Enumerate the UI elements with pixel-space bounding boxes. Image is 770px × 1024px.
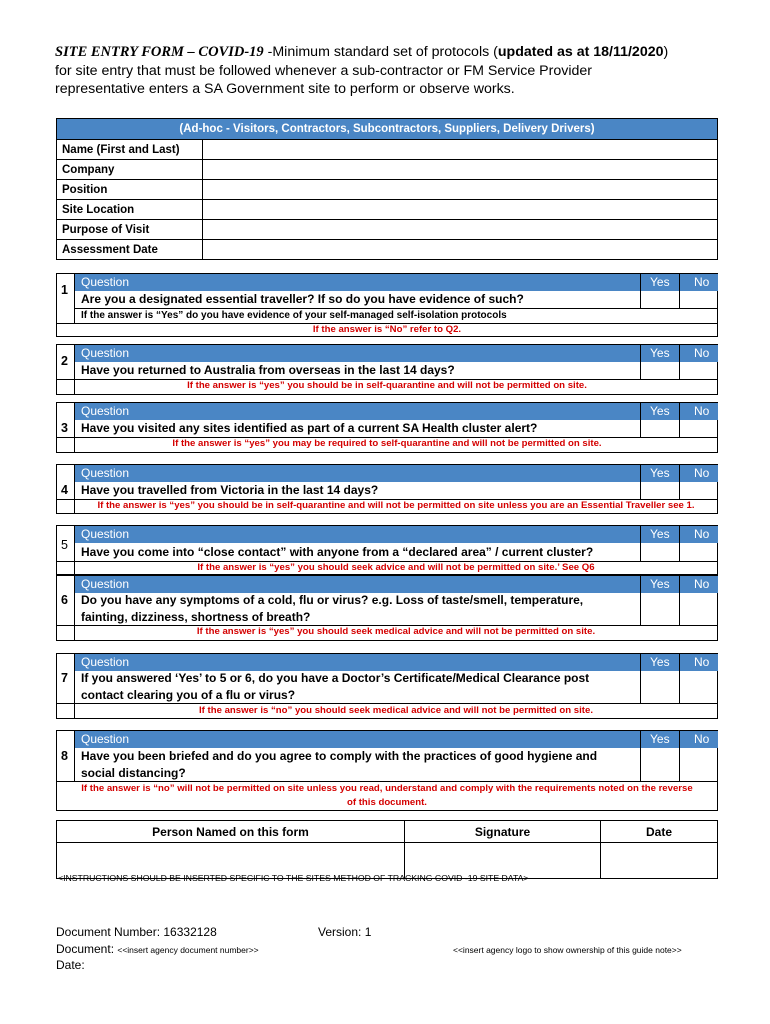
q5-yes-checkbox[interactable] bbox=[641, 544, 678, 560]
sig-col-date: Date bbox=[601, 821, 718, 843]
question-warning: If the answer is “yes” you should be in self-quarantine and will not be permitted on site. bbox=[187, 380, 587, 391]
q4-yes-checkbox[interactable] bbox=[641, 482, 678, 498]
q3-yes-checkbox[interactable] bbox=[641, 420, 678, 436]
question-warning: If the answer is “no” you should seek medical advice and will not be permitted on site. bbox=[199, 705, 593, 716]
q6-yes-checkbox[interactable] bbox=[641, 594, 678, 624]
question-header-bar: Question Yes No bbox=[74, 526, 718, 543]
position-input-cell[interactable] bbox=[203, 180, 718, 200]
question-text: Have you travelled from Victoria in the last 14 days? bbox=[81, 483, 379, 497]
question-text: Have you come into “close contact” with anyone from a “declared area” / current cluster? bbox=[81, 545, 594, 559]
field-label: Position bbox=[57, 180, 203, 200]
q7-yes-checkbox[interactable] bbox=[641, 672, 678, 702]
instructions-note: <INSTRUCTIONS SHOULD BE INSERTED SPECIFIC TO THE SITES METHOD OF TRACKING COVID -19 SITE DATA> bbox=[58, 873, 529, 883]
updated-date: updated as at 18/11/2020 bbox=[497, 44, 664, 60]
version-label: Version: 1 bbox=[318, 925, 372, 939]
sig-col-person: Person Named on this form bbox=[57, 821, 405, 843]
q4-no-checkbox[interactable] bbox=[680, 482, 717, 498]
info-table-header: (Ad-hoc - Visitors, Contractors, Subcontractors, Suppliers, Delivery Drivers) bbox=[57, 119, 718, 140]
date-cell[interactable] bbox=[601, 843, 718, 879]
question-text: Do you have any symptoms of a cold, flu or virus? e.g. Loss of taste/smell, temperature, fainting, dizziness, shortness of breath? bbox=[81, 593, 584, 624]
question-number: 3 bbox=[61, 421, 68, 435]
question-warning: If the answer is “No” refer to Q2. bbox=[312, 324, 462, 335]
site-location-input-cell[interactable] bbox=[203, 200, 718, 220]
question-header-bar: Question Yes No bbox=[74, 576, 718, 593]
company-input-cell[interactable] bbox=[203, 160, 718, 180]
agency-logo-note: <<insert agency logo to show ownership of this guide note>> bbox=[453, 945, 682, 955]
field-label: Assessment Date bbox=[57, 240, 203, 260]
field-label: Site Location bbox=[57, 200, 203, 220]
question-number: 8 bbox=[61, 749, 68, 763]
question-number: 5 bbox=[61, 538, 68, 552]
question-warning: If the answer is “yes” you should be in self-quarantine and will not be permitted on site unless you are an Essential Traveller see 1. bbox=[97, 500, 695, 511]
question-warning: If the answer is “no” will not be permitted on site unless you read, understand and comply with the requirements noted on the reverse bbox=[81, 783, 693, 794]
question-text: Have you been briefed and do you agree to comply with the practices of good hygiene and social distancing? bbox=[81, 749, 598, 780]
question-warning: If the answer is “yes” you may be required to self-quarantine and will not be permitted on site. bbox=[172, 438, 602, 449]
question-warning-cont: of this document. bbox=[347, 797, 427, 808]
question-header-bar: Question Yes No bbox=[74, 731, 718, 748]
sig-col-signature: Signature bbox=[405, 821, 601, 843]
question-text: Are you a designated essential traveller? If so do you have evidence of such? bbox=[81, 292, 524, 306]
purpose-input-cell[interactable] bbox=[203, 220, 718, 240]
name-input-cell[interactable] bbox=[203, 140, 718, 160]
question-warning: If the answer is “yes” you should seek advice and will not be permitted on site.’ See Q6 bbox=[197, 562, 595, 573]
q8-no-checkbox[interactable] bbox=[680, 749, 717, 780]
form-title: SITE ENTRY FORM – COVID-19 -Minimum standard set of protocols (updated as at 18/11/2020) for site entry that must be followed whenever a sub-contractor or FM Service Provider representative enters a SA Government site to perform or observe works. bbox=[55, 44, 669, 97]
field-label: Name (First and Last) bbox=[57, 140, 203, 160]
question-number: 2 bbox=[61, 354, 68, 368]
q1-yes-checkbox[interactable] bbox=[641, 291, 678, 307]
question-header-bar: Question Yes No bbox=[74, 654, 718, 671]
question-header-bar: Question Yes No bbox=[74, 403, 718, 420]
q8-yes-checkbox[interactable] bbox=[641, 749, 678, 780]
signature-table bbox=[56, 820, 718, 879]
q3-no-checkbox[interactable] bbox=[680, 420, 717, 436]
question-number: 4 bbox=[61, 483, 68, 497]
q5-no-checkbox[interactable] bbox=[680, 544, 717, 560]
visitor-info-table bbox=[56, 118, 718, 260]
field-label: Purpose of Visit bbox=[57, 220, 203, 240]
question-text: Have you returned to Australia from overseas in the last 14 days? bbox=[81, 363, 455, 377]
question-number: 7 bbox=[61, 671, 68, 685]
document-line: Document: <<insert agency document number>> bbox=[56, 942, 259, 956]
question-header-bar: Question Yes No bbox=[74, 465, 718, 482]
q1-no-checkbox[interactable] bbox=[680, 291, 717, 307]
question-text: If you answered ‘Yes’ to 5 or 6, do you have a Doctor’s Certificate/Medical Clearance post contact clearing you of a flu or virus? bbox=[81, 671, 590, 702]
question-warning: If the answer is “yes” you should seek medical advice and will not be permitted on site. bbox=[196, 626, 596, 637]
question-number: 6 bbox=[61, 593, 68, 607]
document-number: Document Number: 16332128 bbox=[56, 925, 217, 939]
question-note: If the answer is “Yes” do you have evidence of your self-managed self-isolation protocols bbox=[81, 310, 507, 321]
q2-yes-checkbox[interactable] bbox=[641, 362, 678, 378]
q2-no-checkbox[interactable] bbox=[680, 362, 717, 378]
question-text: Have you visited any sites identified as part of a current SA Health cluster alert? bbox=[81, 421, 538, 435]
title-italic: SITE ENTRY FORM – COVID-19 bbox=[55, 44, 264, 60]
question-header-bar: Question Yes No bbox=[74, 274, 718, 291]
assessment-date-input-cell[interactable] bbox=[203, 240, 718, 260]
question-number: 1 bbox=[61, 283, 68, 297]
field-label: Company bbox=[57, 160, 203, 180]
question-header-bar: Question Yes No bbox=[74, 345, 718, 362]
q6-no-checkbox[interactable] bbox=[680, 594, 717, 624]
date-label: Date: bbox=[56, 958, 85, 972]
q7-no-checkbox[interactable] bbox=[680, 672, 717, 702]
